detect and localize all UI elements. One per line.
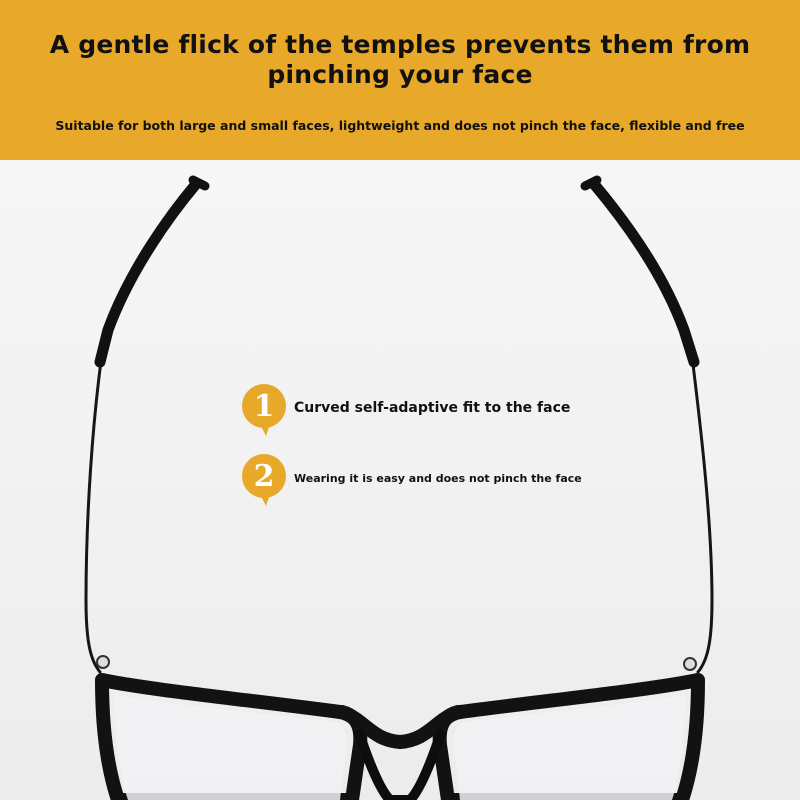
badge-number: 1 <box>253 388 275 424</box>
number-badge-icon <box>240 454 288 502</box>
subheadline: Suitable for both large and small faces, lightweight and does not pinch the face, flexible and free <box>55 118 745 133</box>
badge-number: 2 <box>253 458 275 494</box>
feature-item <box>240 448 582 508</box>
headline: A gentle flick of the temples prevents them from pinching your face <box>49 30 751 89</box>
number-badge-icon <box>240 384 288 432</box>
feature-text: Curved self-adaptive fit to the face <box>294 400 571 416</box>
feature-item <box>240 378 570 438</box>
header-banner <box>0 0 800 160</box>
feature-text: Wearing it is easy and does not pinch the face <box>294 471 582 485</box>
